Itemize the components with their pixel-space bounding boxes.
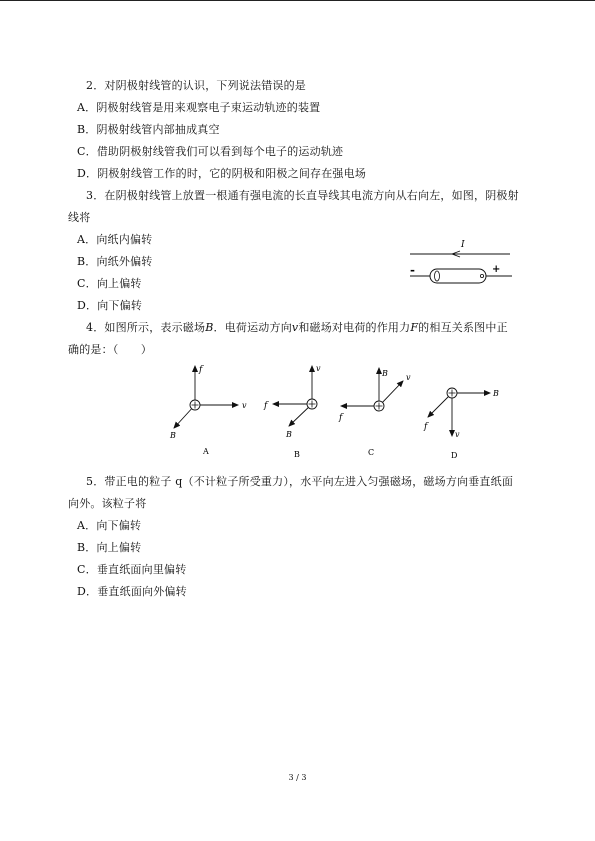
q4-var-v: v (291, 321, 299, 334)
page-number: 3 / 3 (288, 773, 307, 782)
q4-stem-part-b: ．电荷运动方向 (213, 321, 292, 334)
q3-stem-line2: 线将 (68, 211, 91, 224)
diagram-c (338, 368, 411, 457)
force-diagrams-figure (160, 358, 520, 462)
q2-option-d: D．阴极射线管工作的时，它的阴极和阳极之间存在强电场 (77, 167, 367, 180)
q5-option-a: A．向下偏转 (77, 519, 142, 532)
diagram-c-v-label: v (406, 373, 411, 382)
q3-option-b: B．向纸外偏转 (77, 255, 153, 268)
diagram-b-f-label: f (264, 401, 268, 411)
q2-stem: 2．对阴极射线管的认识，下列说法错误的是 (86, 79, 306, 92)
cathode-ray-tube-figure (400, 236, 525, 296)
q3-stem-line1: 3．在阴极射线管上放置一根通有强电流的长直导线其电流方向从右向左，如图，阴极射 (86, 189, 519, 202)
q5-option-c: C．垂直纸面向里偏转 (77, 563, 187, 576)
q2-option-a: A．阴极射线管是用来观察电子束运动轨迹的装置 (77, 101, 321, 114)
q5-stem-line1: 5．带正电的粒子 q（不计粒子所受重力），水平向左进入匀强磁场，磁场方向垂直纸面 (86, 475, 514, 488)
q4-stem-part-c: 和磁场对电荷的作用力 (298, 321, 411, 334)
q2-option-b: B．阴极射线管内部抽成真空 (77, 123, 220, 136)
q2-option-c: C．借助阴极射线管我们可以看到每个电子的运动轨迹 (77, 145, 344, 158)
diagram-d-f-label: f (424, 422, 428, 432)
diagram-c-b-label: B (382, 369, 388, 378)
q5-stem-line2: 向外。该粒子将 (68, 497, 147, 510)
diagram-a-caption: A (203, 447, 209, 456)
q4-stem-line1 (86, 321, 508, 335)
diagram-b (263, 364, 321, 459)
cathode-end (435, 271, 440, 281)
diagram-d-caption: D (451, 451, 458, 460)
diagram-c-caption: C (368, 448, 375, 457)
q4-stem-line2: 确的是：（ ） (68, 343, 153, 356)
diagram-d (423, 388, 499, 460)
diagram-a-b-label: B (170, 431, 176, 440)
diagram-a-f-label: f (199, 365, 203, 375)
current-label: I (461, 240, 465, 250)
q4-var-f: F (410, 321, 419, 334)
q4-stem-part-a: 4．如图所示，表示磁场 (86, 321, 206, 334)
q3-option-d: D．向下偏转 (77, 299, 143, 312)
diagram-b-b-label: B (286, 430, 292, 439)
q5-option-b: B．向上偏转 (77, 541, 142, 554)
minus-label: - (410, 263, 415, 277)
q3-option-c: C．向上偏转 (77, 277, 142, 290)
diagram-d-b-label: B (493, 389, 499, 398)
plus-label: + (492, 264, 501, 275)
diagram-a-v-label: v (242, 401, 247, 410)
q4-var-b: B (205, 321, 214, 334)
diagram-b-v-label: v (316, 364, 321, 373)
diagram-b-caption: B (294, 450, 300, 459)
page-top-rule (0, 0, 595, 1)
q3-option-a: A．向纸内偏转 (77, 233, 153, 246)
anode-point (480, 274, 483, 277)
diagram-d-v-label: v (455, 430, 460, 439)
diagram-c-f-label: f (339, 413, 343, 423)
q5-option-d: D．垂直纸面向外偏转 (77, 585, 187, 598)
q4-stem-part-d: 的相互关系图中正 (418, 321, 508, 334)
diagram-a (169, 365, 247, 456)
